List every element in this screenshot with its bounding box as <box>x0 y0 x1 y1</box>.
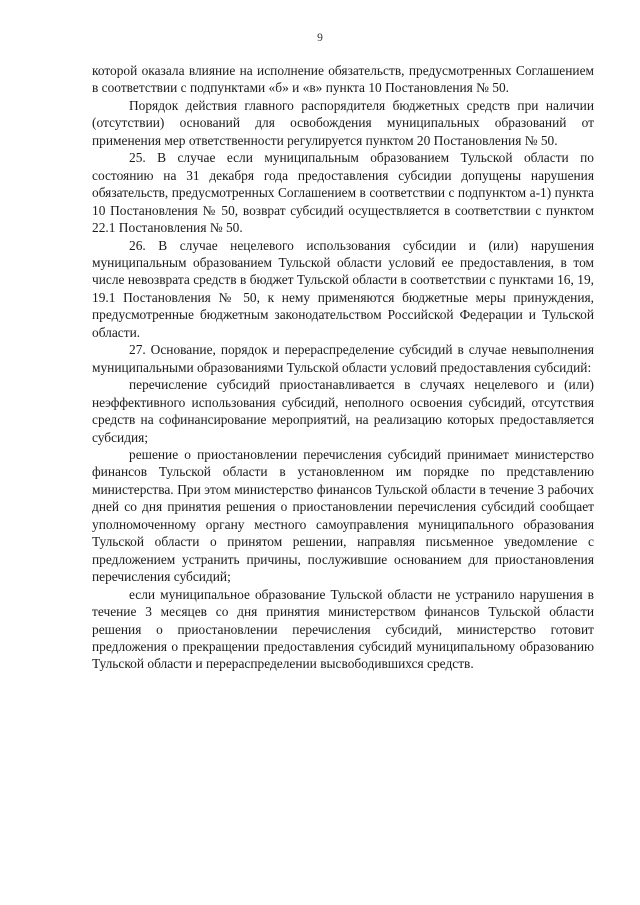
paragraph: решение о приостановлении перечисления субсидий принимает министерство финансов Тульской области в установленном им порядке по представлению министерства. При этом министерство финансов Тульской области в течение 3 рабочих дней со дня принятия решения о приостановлении перечисления субсидий сообщает уполномоченному органу местного самоуправления муниципального образования Тульской области о принятом решении, направляя письменное уведомление с предложением устранить причины, послужившие основанием для приостановления перечисления субсидий; <box>92 446 594 585</box>
paragraph: если муниципальное образование Тульской области не устранило нарушения в течение 3 месяцев со дня принятия министерством финансов Тульской области решения о приостановлении перечисления субсидий, министерство готовит предложения о прекращении предоставления субсидий муниципальному образованию Тульской области и перераспределении высвободившихся средств. <box>92 586 594 672</box>
paragraph: которой оказала влияние на исполнение обязательств, предусмотренных Соглашением в соответствии с подпунктами «б» и «в» пункта 10 Постановления № 50. <box>92 63 594 96</box>
paragraph-item-26: 26. В случае нецелевого использования субсидии и (или) нарушения муниципальным образованием Тульской области условий ее предоставления, в том числе невозврата средств в бюджет Тульской области в соответствии с пунктами 16, 19, 19.1 Постановления № 50, к нему применяются бюджетные меры принуждения, предусмотренные бюджетным законодательством Российской Федерации и Тульской области. <box>92 237 594 340</box>
document-body <box>92 62 594 673</box>
paragraph: перечисление субсидий приостанавливается в случаях нецелевого и (или) неэффективного использования субсидий, неполного освоения субсидий, отсутствия средств на софинансирование мероприятий, на реализацию которых предоставляется субсидия; <box>92 377 594 445</box>
paragraph: Порядок действия главного распорядителя бюджетных средств при наличии (отсутствии) оснований для освобождения муниципальных образований от применения мер ответственности регулируется пунктом 20 Постановления № 50. <box>92 97 594 148</box>
paragraph-item-25: 25. В случае если муниципальным образованием Тульской области по состоянию на 31 декабря года предоставления субсидии допущены нарушения обязательств, предусмотренных Соглашением в соответствии с подпунктом а-1) пункта 10 Постановления № 50, возврат субсидий осуществляется в соответствии с пунктом 22.1 Постановления № 50. <box>92 150 594 236</box>
paragraph-item-27: 27. Основание, порядок и перераспределение субсидий в случае невыполнения муниципальными образованиями Тульской области условий предоставления субсидий: <box>92 342 594 375</box>
page-number: 9 <box>317 32 323 44</box>
